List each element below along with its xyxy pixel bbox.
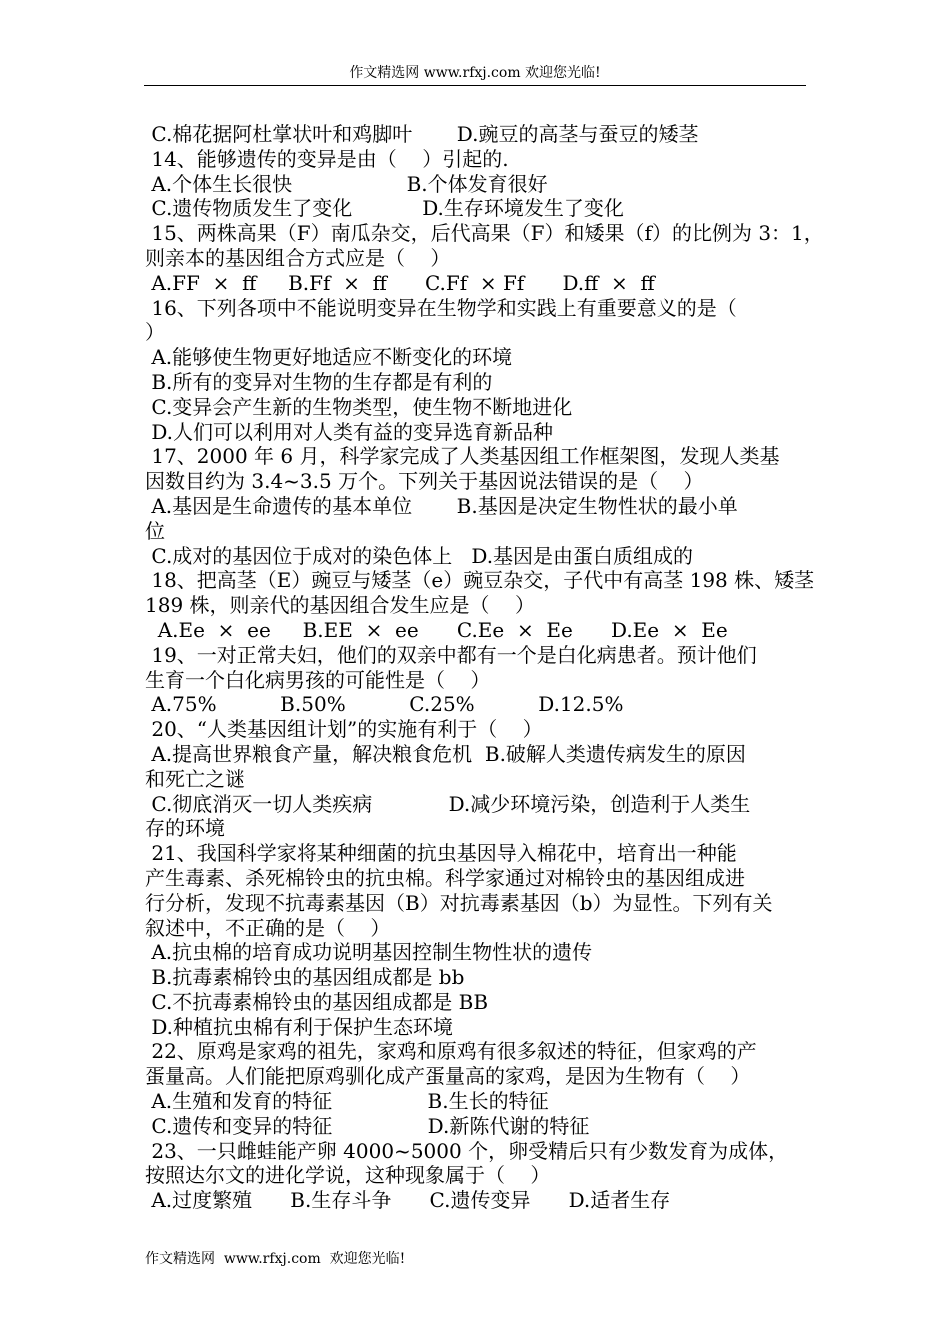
text-line: C.遗传和变异的特征 D.新陈代谢的特征 xyxy=(145,1113,590,1138)
page-header: 作文精选网 www.rfxj.com 欢迎您光临! xyxy=(349,65,601,81)
text-line: 23、一只雌蛙能产卵 4000~5000 个，卵受精后只有少数发育为成体， xyxy=(145,1138,789,1163)
text-line: D.人们可以利用对人类有益的变异选育新品种 xyxy=(145,419,554,444)
text-line: C.彻底消灭一切人类疾病 D.减少环境污染，创造利于人类生 xyxy=(145,791,751,816)
text-line: C.成对的基因位于成对的染色体上 D.基因是由蛋白质组成的 xyxy=(145,543,694,568)
text-line: B.所有的变异对生物的生存都是有利的 xyxy=(145,369,493,394)
text-line: 和死亡之谜 xyxy=(145,766,245,791)
text-line: 18、把高茎（E）豌豆与矮茎（e）豌豆杂交，子代中有高茎 198 株、矮茎 xyxy=(145,568,815,593)
text-line: 蛋量高。人们能把原鸡驯化成产蛋量高的家鸡，是因为生物有（ ） xyxy=(145,1064,751,1089)
text-line: 因数目约为 3.4~3.5 万个。下列关于基因说法错误的是（ ） xyxy=(145,469,704,494)
text-line: 产生毒素、杀死棉铃虫的抗虫棉。科学家通过对棉铃虫的基因组成进 xyxy=(145,865,745,890)
text-line: 15、两株高果（F）南瓜杂交，后代高果（F）和矮果（f）的比例为 3：1， xyxy=(145,221,824,246)
text-line: 17、2000 年 6 月，科学家完成了人类基因组工作框架图，发现人类基 xyxy=(145,444,780,469)
text-line: 16、下列各项中不能说明变异在生物学和实践上有重要意义的是（ xyxy=(145,295,737,320)
text-line: C.遗传物质发生了变化 D.生存环境发生了变化 xyxy=(145,196,624,221)
text-line: 则亲本的基因组合方式应是（ ） xyxy=(145,245,451,270)
text-line: 14、能够遗传的变异是由（ ）引起的. xyxy=(145,146,509,171)
text-line: A.提高世界粮食产量，解决粮食危机 B.破解人类遗传病发生的原因 xyxy=(145,741,746,766)
text-line: C.不抗毒素棉铃虫的基因组成都是 BB xyxy=(145,989,489,1014)
text-line: A.Ee × ee B.EE × ee C.Ee × Ee D.Ee × Ee xyxy=(145,617,728,642)
text-line: 存的环境 xyxy=(145,816,225,841)
text-line: 19、一对正常夫妇，他们的双亲中都有一个是白化病患者。预计他们 xyxy=(145,642,757,667)
text-line: A.生殖和发育的特征 B.生长的特征 xyxy=(145,1089,549,1114)
header-rule xyxy=(144,85,806,86)
text-line: 按照达尔文的进化学说，这种现象属于（ ） xyxy=(145,1163,551,1188)
text-line: A.75% B.50% C.25% D.12.5% xyxy=(145,692,624,717)
text-line: 21、我国科学家将某种细菌的抗虫基因导入棉花中，培育出一种能 xyxy=(145,841,737,866)
text-line: A.基因是生命遗传的基本单位 B.基因是决定生物性状的最小单 xyxy=(145,493,738,518)
text-line: A.抗虫棉的培育成功说明基因控制生物性状的遗传 xyxy=(145,940,593,965)
text-line: D.种植抗虫棉有利于保护生态环境 xyxy=(145,1014,454,1039)
text-line: C.变异会产生新的生物类型，使生物不断地进化 xyxy=(145,394,573,419)
document-body xyxy=(145,122,824,1213)
page-footer: 作文精选网 www.rfxj.com 欢迎您光临! xyxy=(145,1251,406,1267)
text-line: 22、原鸡是家鸡的祖先，家鸡和原鸡有很多叙述的特征，但家鸡的产 xyxy=(145,1039,757,1064)
text-line: A.过度繁殖 B.生存斗争 C.遗传变异 D.适者生存 xyxy=(145,1188,671,1213)
text-line: 位 xyxy=(145,518,165,543)
text-line: 20、“人类基因组计划”的实施有利于（ ） xyxy=(145,717,543,742)
text-line: 生育一个白化病男孩的可能性是（ ） xyxy=(145,667,491,692)
text-line: 行分析，发现不抗毒素基因（B）对抗毒素基因（b）为显性。下列有关 xyxy=(145,890,773,915)
text-line: A.FF × ff B.Ff × ff C.Ff × Ff D.ff × ff xyxy=(145,270,655,295)
text-line: B.抗毒素棉铃虫的基因组成都是 bb xyxy=(145,965,465,990)
text-line: 189 株，则亲代的基因组合发生应是（ ） xyxy=(145,593,535,618)
text-line: ） xyxy=(145,320,165,345)
text-line: C.棉花据阿杜掌状叶和鸡脚叶 D.豌豆的高茎与蚕豆的矮茎 xyxy=(145,122,699,146)
text-line: A.个体生长很快 B.个体发育很好 xyxy=(145,171,548,196)
text-line: A.能够使生物更好地适应不断变化的环境 xyxy=(145,345,513,370)
text-line: 叙述中，不正确的是（ ） xyxy=(145,915,391,940)
